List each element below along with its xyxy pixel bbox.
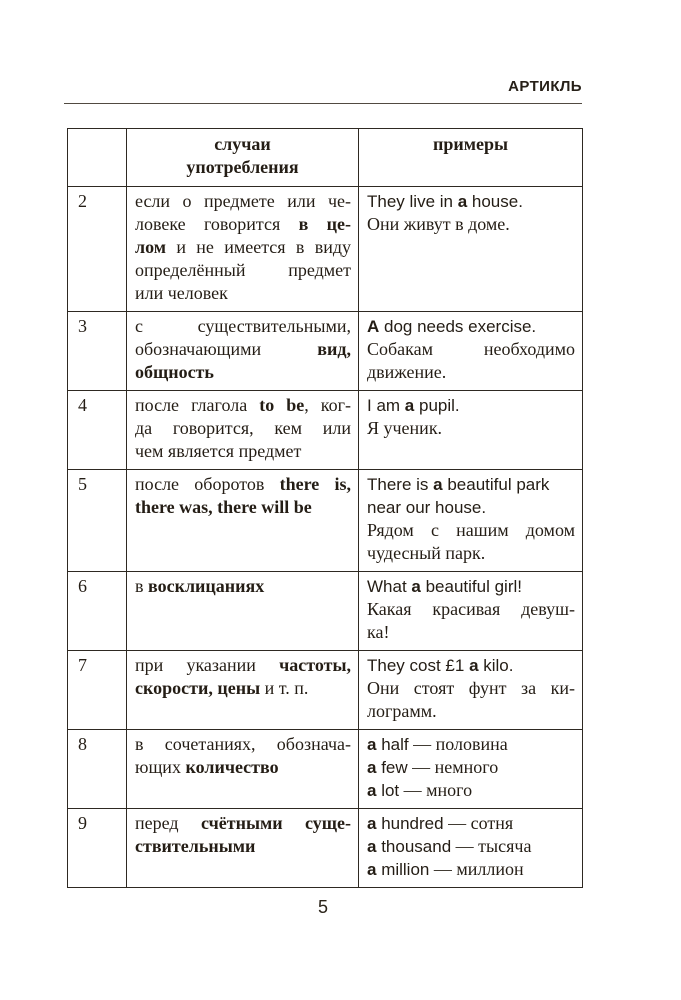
header-line: случаи <box>214 134 271 154</box>
examples-cell <box>359 572 583 651</box>
text-line: a million — миллион <box>367 859 524 879</box>
col-header-examples <box>359 129 583 187</box>
col-header-usage <box>127 129 359 187</box>
text-line: I am a pupil. <box>367 396 460 415</box>
text-line: в сочетаниях, обознача- <box>135 734 351 754</box>
header-line: употребления <box>186 157 299 177</box>
text-line: скорости, цены и т. п. <box>135 678 309 698</box>
running-head: АРТИКЛЬ <box>508 78 582 95</box>
text-line: a thousand — тысяча <box>367 836 532 856</box>
col-header-number <box>68 129 127 187</box>
text-line: после оборотов there is, <box>135 474 351 494</box>
usage-cell <box>127 809 359 888</box>
text-line: near our house. <box>367 498 487 517</box>
row-number: 7 <box>68 651 127 730</box>
text-line: a hundred — сотня <box>367 813 514 833</box>
text-line: There is a beautiful park <box>367 475 550 494</box>
text-line: при указании частоты, <box>135 655 351 675</box>
text-line: да говорится, кем или <box>135 418 351 438</box>
text-line: Рядом с нашим домом <box>367 520 575 540</box>
text-line: лограмм. <box>367 701 437 721</box>
examples-cell <box>359 312 583 391</box>
examples-cell <box>359 470 583 572</box>
text-line: They live in a house. <box>367 192 523 211</box>
examples-cell <box>359 187 583 312</box>
page-number: 5 <box>317 897 328 917</box>
text-line: после глагола to be, ког- <box>135 395 351 415</box>
text-line: чем является предмет <box>135 441 302 461</box>
examples-cell <box>359 651 583 730</box>
usage-cell <box>127 730 359 809</box>
table-row <box>68 187 583 312</box>
usage-cell <box>127 651 359 730</box>
text-line: перед счётными суще- <box>135 813 351 833</box>
examples-cell <box>359 391 583 470</box>
text-line: Они живут в доме. <box>367 214 510 234</box>
usage-table <box>67 128 583 888</box>
usage-cell <box>127 312 359 391</box>
text-line: Они стоят фунт за ки- <box>367 678 575 698</box>
text-line: ющих количество <box>135 757 279 777</box>
text-line: there was, there will be <box>135 497 312 517</box>
table-row <box>68 809 583 888</box>
usage-cell <box>127 470 359 572</box>
row-number: 2 <box>68 187 127 312</box>
row-number: 5 <box>68 470 127 572</box>
text-line: a lot — много <box>367 780 473 800</box>
text-line: чудесный парк. <box>367 543 486 563</box>
text-line: a half — половина <box>367 734 508 754</box>
row-number: 9 <box>68 809 127 888</box>
examples-cell <box>359 809 583 888</box>
text-line: ловеке говорится в це- <box>135 214 352 234</box>
row-number: 8 <box>68 730 127 809</box>
table-row <box>68 651 583 730</box>
text-line: a few — немного <box>367 757 499 777</box>
table-row <box>68 312 583 391</box>
text-line: если о предмете или че- <box>135 191 351 211</box>
text-line: A dog needs exercise. <box>367 317 537 336</box>
table-row <box>68 572 583 651</box>
text-line: в восклицаниях <box>135 576 265 596</box>
text-line: движение. <box>367 362 447 382</box>
usage-cell <box>127 572 359 651</box>
text-line: Я ученик. <box>367 418 443 438</box>
text-line: They cost £1 a kilo. <box>367 656 514 675</box>
text-line: лом и не имеется в виду <box>135 237 351 257</box>
text-line: общность <box>135 362 214 382</box>
row-number: 4 <box>68 391 127 470</box>
text-line: Собакам необходимо <box>367 339 575 359</box>
row-number: 3 <box>68 312 127 391</box>
header-line: примеры <box>432 134 509 154</box>
text-line: ствительными <box>135 836 256 856</box>
usage-cell <box>127 187 359 312</box>
table-header-row <box>68 129 583 187</box>
text-line: с существительными, <box>135 316 351 336</box>
text-line: Какая красивая девуш- <box>367 599 575 619</box>
table-row <box>68 470 583 572</box>
row-number: 6 <box>68 572 127 651</box>
table-row <box>68 730 583 809</box>
text-line: ка! <box>367 622 390 642</box>
table-row <box>68 391 583 470</box>
examples-cell <box>359 730 583 809</box>
usage-cell <box>127 391 359 470</box>
text-line: What a beautiful girl! <box>367 577 522 596</box>
text-line: определённый предмет <box>135 260 351 280</box>
header-rule <box>64 103 582 104</box>
text-line: обозначающими вид, <box>135 339 351 359</box>
text-line: или человек <box>135 283 228 303</box>
